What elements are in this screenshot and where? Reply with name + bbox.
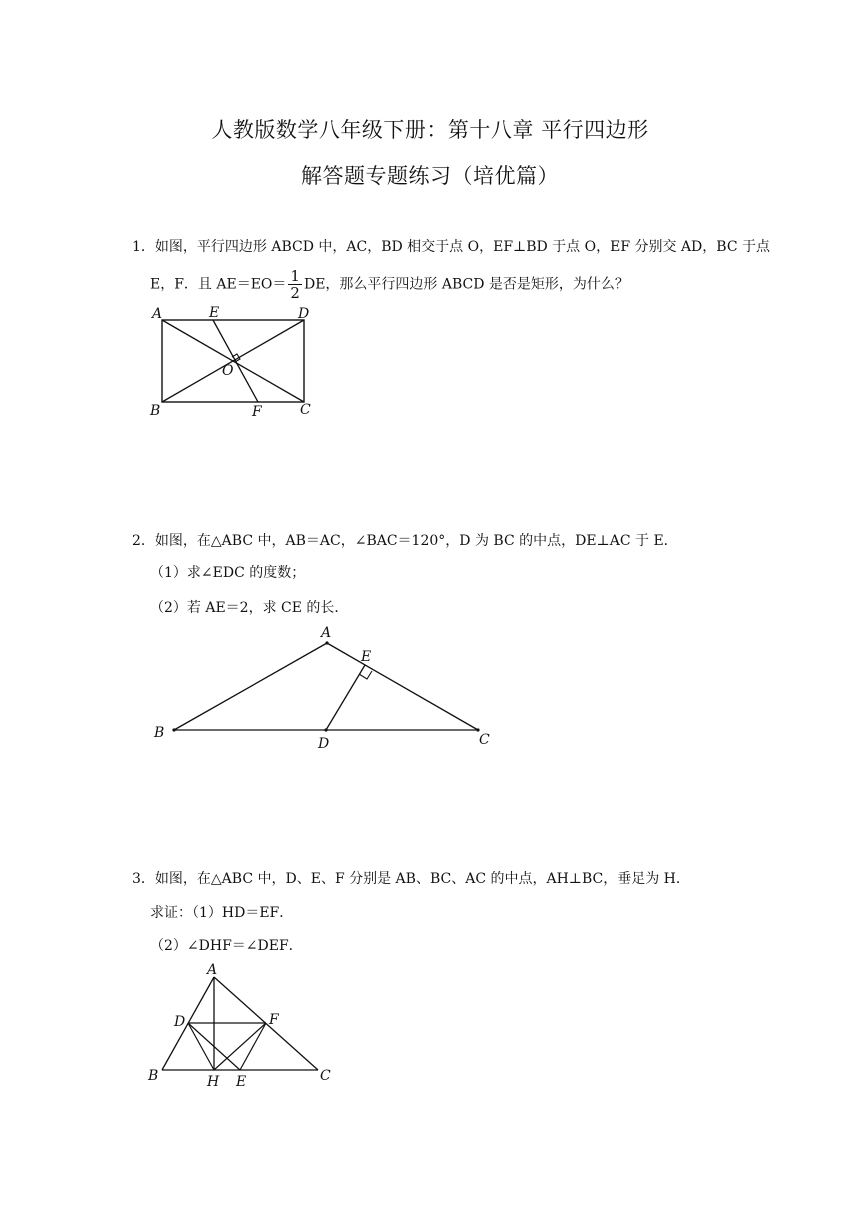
q2-label-b: B (154, 725, 165, 741)
q2-point-d (324, 728, 327, 731)
q3-segment-ef (240, 1023, 266, 1070)
q1-text-line2-start: E，F．且 AE＝EO＝ (150, 276, 287, 293)
q1-label-d: D (298, 306, 310, 322)
q1-label-c: C (300, 402, 311, 418)
q1-label-a: A (152, 306, 163, 322)
q3-label-d: D (174, 1014, 186, 1030)
q2-part1: （1）求∠EDC 的度数； (150, 565, 306, 581)
q1-segment-ef (213, 320, 258, 402)
q3-segment-hf (214, 1023, 266, 1070)
q2-label-e: E (361, 649, 372, 665)
q1-label-e: E (209, 305, 220, 321)
q1-text-line2-end: DE，那么平行四边形 ABCD 是否是矩形，为什么？ (303, 276, 629, 293)
q3-text-line1: 3．如图，在△ABC 中，D、E、F 分别是 AB、BC、AC 的中点，AH⊥BC，垂足为 H． (132, 871, 690, 887)
q3-label-h: H (207, 1074, 220, 1090)
q3-segment-dh (188, 1023, 214, 1070)
q1-fraction (288, 268, 302, 301)
q3-label-e: E (236, 1074, 247, 1090)
q3-label-b: B (148, 1068, 159, 1084)
q1-fraction-numerator: 1 (290, 267, 300, 285)
page-subtitle: 解答题专题练习（培优篇） (301, 164, 559, 188)
q1-fraction-denominator: 2 (290, 284, 300, 302)
q2-segment-de (326, 665, 365, 730)
q3-figure (140, 960, 340, 1092)
q1-text-line1: 1．如图，平行四边形 ABCD 中，AC，BD 相交于点 O，EF⊥BD 于点 O，EF 分别交 AD，BC 于点 (132, 239, 770, 255)
q3-part2: （2）∠DHF＝∠DEF． (150, 938, 303, 954)
q2-label-d: D (318, 736, 330, 752)
page-title: 人教版数学八年级下册：第十八章 平行四边形 (211, 118, 649, 142)
q3-label-f: F (269, 1012, 279, 1028)
q3-label-c: C (320, 1068, 331, 1084)
q2-figure (140, 620, 510, 755)
q1-label-o: O (222, 363, 234, 379)
q3-part1: 求证：（1）HD＝EF． (150, 905, 294, 921)
q1-label-f: F (252, 404, 262, 420)
q2-label-a: A (321, 625, 332, 641)
q2-part2: （2）若 AE＝2，求 CE 的长． (150, 600, 349, 616)
q1-text-line2 (150, 268, 629, 301)
q2-point-b (172, 728, 175, 731)
q2-side-ac (327, 643, 478, 730)
q2-point-a (325, 641, 328, 644)
q1-label-b: B (150, 403, 161, 419)
q3-label-a: A (207, 962, 218, 978)
q2-text-line1: 2．如图，在△ABC 中，AB＝AC，∠BAC＝120°，D 为 BC 的中点，DE⊥AC 于 E． (132, 533, 678, 549)
q2-label-c: C (479, 732, 490, 748)
q1-figure (140, 300, 330, 422)
q2-side-ab (174, 643, 327, 730)
